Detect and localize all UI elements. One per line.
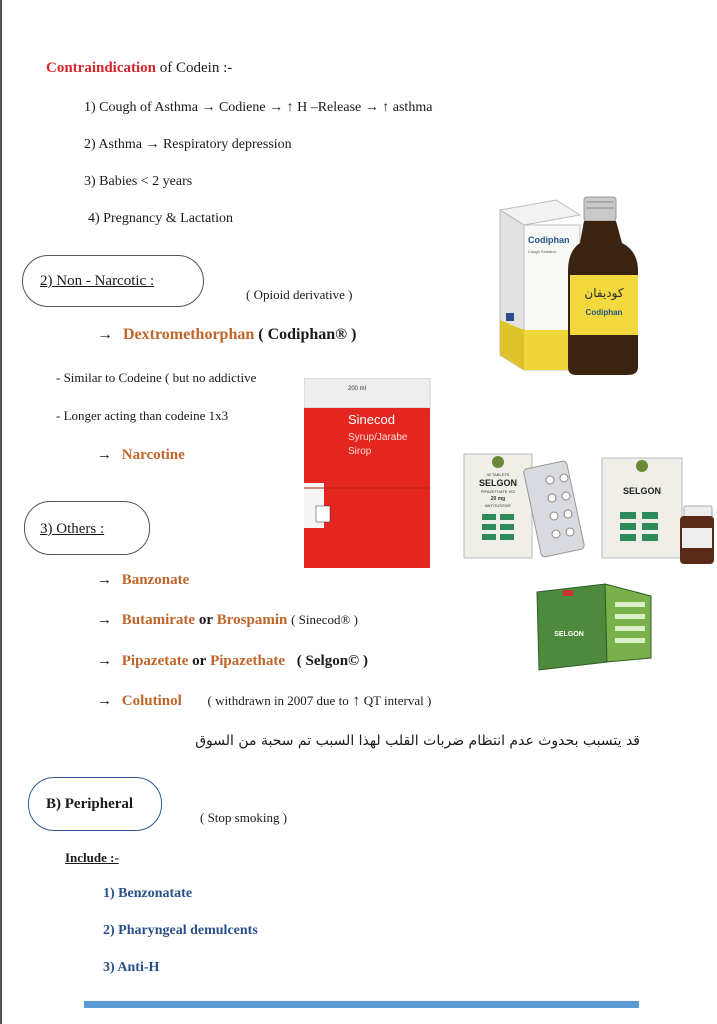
arrow-right-icon: → — [97, 572, 112, 588]
arrow-right-icon: → — [97, 693, 112, 709]
selgon-name: SELGON — [478, 478, 518, 488]
item-text: H –Release — [297, 100, 362, 115]
item-text: Codiene — [218, 100, 266, 115]
others-item-2 — [97, 612, 358, 629]
arrow-up-icon: ↑ — [382, 100, 390, 115]
brand-name: ( Sinecod® ) — [291, 612, 358, 627]
drug-name: Banzonate — [121, 572, 190, 588]
codiphan-bottle-label: Codiphan — [585, 308, 623, 317]
item-number: 1) — [84, 100, 96, 115]
sinecod-name: Sinecod — [348, 412, 395, 427]
item-number: 3) — [84, 174, 96, 189]
arrow-right-icon: → — [364, 100, 379, 115]
codiphan-product-image — [498, 195, 648, 375]
others-item-3 — [97, 653, 368, 670]
page-left-border — [0, 0, 2, 1024]
withdrawn-note-end: QT interval ) — [363, 693, 432, 708]
selgon-generic: PIPAZETHATE HCl — [480, 489, 516, 494]
others-item-4 — [97, 693, 431, 710]
non-narcotic-title: 2) Non - Narcotic : — [40, 273, 155, 289]
brand-name: ( Selgon© ) — [296, 653, 369, 669]
codiphan-bottle-arabic: كوديفان — [584, 286, 624, 300]
item-number: 4) — [88, 211, 100, 226]
selgon-strip-image — [535, 582, 655, 672]
item-text: asthma — [392, 100, 433, 115]
item-text: Respiratory depression — [162, 137, 292, 152]
arrow-right-icon: → — [97, 326, 113, 343]
selgon-product-image — [462, 450, 717, 565]
drug-name: Pipazetate — [121, 653, 189, 669]
arrow-right-icon: → — [145, 137, 160, 152]
opioid-derivative-note: ( Opioid derivative ) — [246, 287, 353, 302]
include-label: Include :- — [65, 850, 119, 865]
drug-name: Colutinol — [121, 693, 182, 709]
others-title: 3) Others : — [40, 521, 105, 537]
arrow-right-icon: → — [269, 100, 284, 115]
arrow-up-icon: ↑ — [352, 693, 360, 709]
arrow-up-icon: ↑ — [286, 100, 294, 115]
contraindication-item-2 — [84, 137, 292, 153]
drug-name: Butamirate — [121, 612, 196, 628]
contraindication-title: Contraindication — [46, 60, 157, 76]
arrow-right-icon: → — [97, 653, 112, 669]
others-item-1 — [97, 572, 189, 589]
item-text: Pregnancy & Lactation — [103, 211, 234, 226]
drug-name: Narcotine — [121, 447, 185, 463]
or-text: or — [192, 653, 207, 669]
contraindication-title-rest: of Codein :- — [159, 60, 233, 76]
contraindication-item-1 — [84, 100, 432, 116]
item-text: Cough of Asthma — [99, 100, 198, 115]
stop-smoking-note: ( Stop smoking ) — [200, 810, 288, 825]
drug-name: Pipazethate — [210, 653, 286, 669]
bullet-longer-acting: - Longer acting than codeine 1x3 — [56, 408, 229, 423]
contraindication-item-4 — [88, 211, 233, 227]
item-number: 2) — [84, 137, 96, 152]
peripheral-item-2: 2) Pharyngeal demulcents — [103, 923, 258, 938]
sinecod-product-image — [304, 378, 432, 570]
withdrawn-note: ( withdrawn in 2007 due to — [207, 693, 349, 708]
contraindication-heading — [46, 60, 232, 77]
arrow-right-icon: → — [97, 612, 112, 628]
dextromethorphan-line — [97, 326, 356, 344]
item-text: Babies < 2 years — [99, 174, 193, 189]
brand-name: ( Codiphan® ) — [258, 326, 357, 343]
item-text: Asthma — [98, 137, 142, 152]
selgon-count: 30 TABLETS — [486, 472, 510, 477]
sinecod-sub2: Sirop — [348, 446, 372, 457]
sinecod-sub1: Syrup/Jarabe — [348, 432, 408, 443]
peripheral-title: B) Peripheral — [46, 796, 134, 812]
arrow-right-icon: → — [97, 447, 112, 463]
arrow-right-icon: → — [201, 100, 216, 115]
arabic-note: قد يتسبب بحدوث عدم انتظام ضربات القلب لهذا السبب تم سحبة من السوق — [195, 733, 640, 749]
sinecod-volume: 200 ml — [348, 386, 367, 392]
selgon-strip-label: SELGON — [554, 631, 584, 638]
bullet-similar-codeine: - Similar to Codeine ( but no addictive — [56, 370, 257, 385]
or-text: or — [198, 612, 213, 628]
peripheral-item-1: 1) Benzonatate — [103, 886, 193, 901]
footer-bar — [84, 1001, 639, 1008]
drug-name: Dextromethorphan — [123, 326, 255, 343]
peripheral-item-3: 3) Anti-H — [103, 960, 160, 975]
drug-name: Brospamin — [216, 612, 288, 628]
codiphan-box-sub: Cough Sedative — [528, 249, 557, 254]
contraindication-item-3 — [84, 174, 192, 190]
svg-text:SELGON: SELGON — [622, 486, 662, 496]
selgon-type: ANTITUSSIVE — [484, 503, 512, 508]
selgon-dose: 20 mg — [490, 496, 506, 502]
codiphan-box-label: Codiphan — [528, 235, 570, 245]
narcotine-line — [97, 447, 185, 464]
